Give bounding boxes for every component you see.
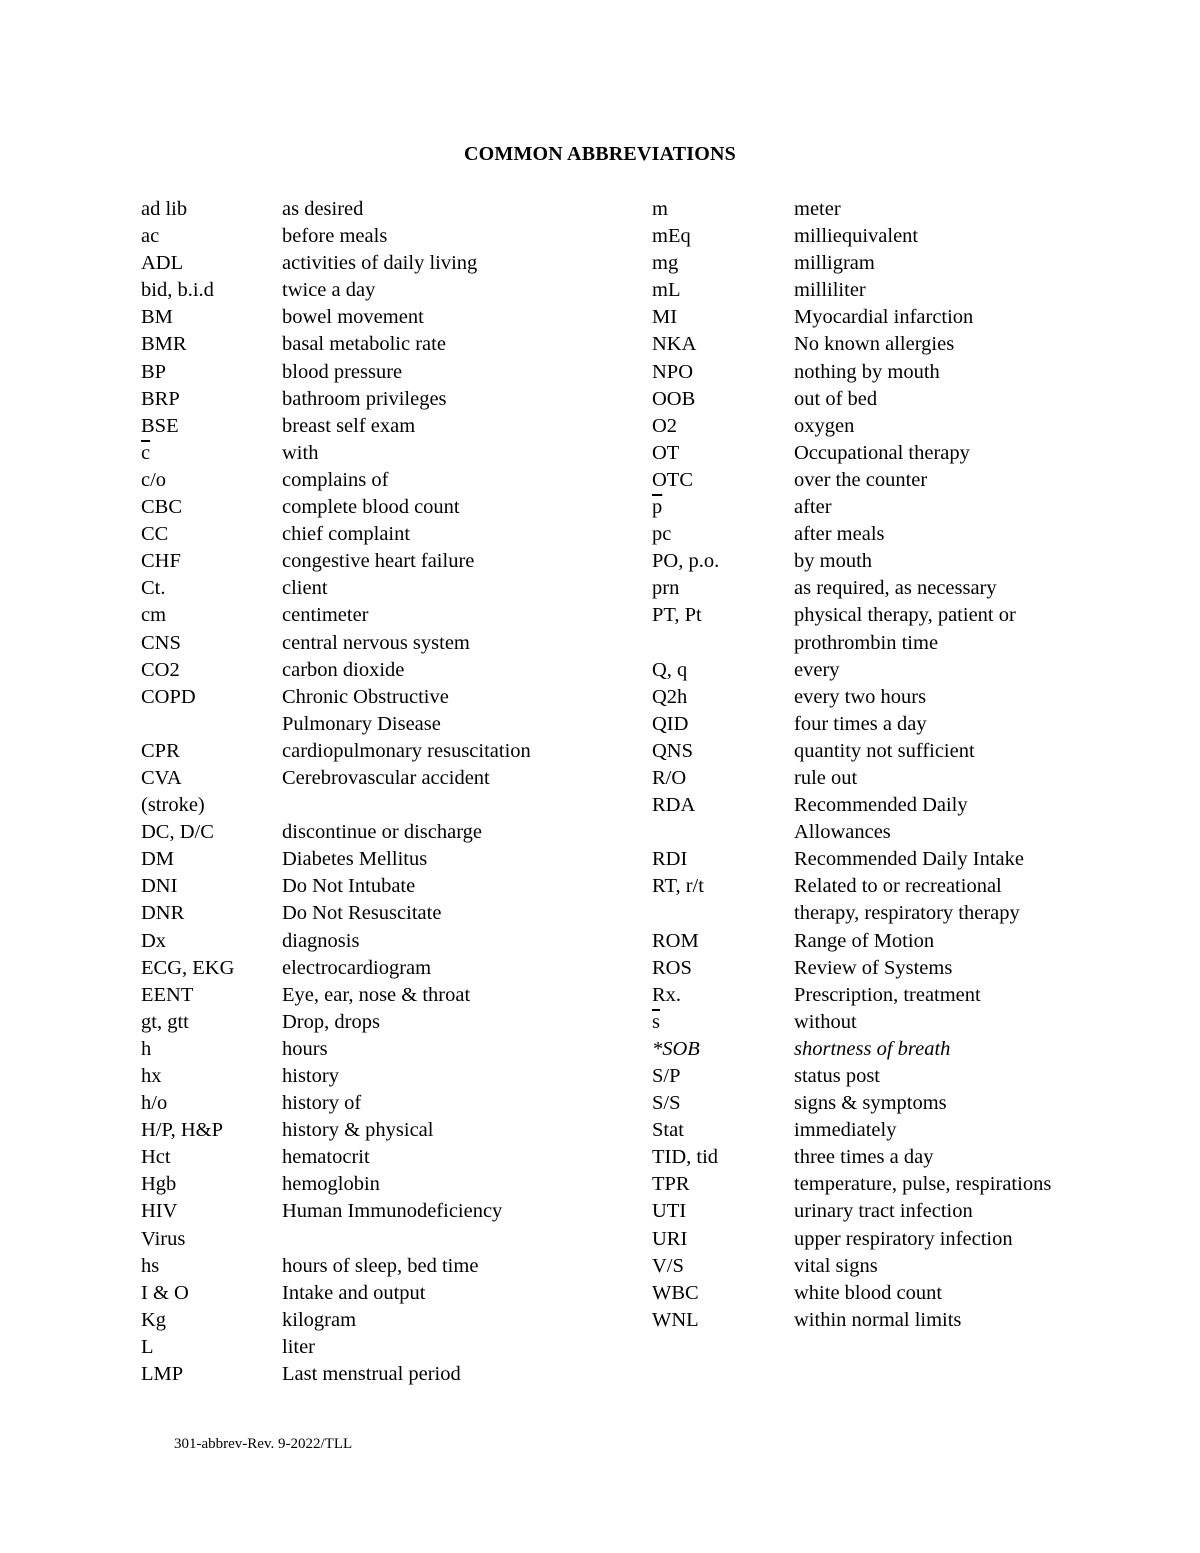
abbreviation-row (141, 1117, 611, 1144)
abbreviation-definition: white blood count (794, 1281, 943, 1304)
abbreviation-row (141, 494, 611, 521)
abbreviation-definition: No known allergies (794, 333, 955, 356)
abbreviation-definition: chief complaint (282, 523, 411, 546)
abbreviation-definition: Recommended Daily (794, 794, 968, 817)
abbreviation-row (652, 846, 1122, 873)
abbreviation-row (652, 1144, 1122, 1171)
abbreviation-definition: meter (794, 198, 841, 220)
abbreviation-definition: milligram (794, 252, 875, 275)
abbreviation-row (141, 630, 611, 657)
abbreviation-definition: physical therapy, patient or (794, 604, 1016, 627)
abbreviation-row (652, 1090, 1122, 1117)
abbreviation-row (141, 277, 611, 304)
abbreviation-row (652, 738, 1122, 765)
abbreviation-row (141, 1009, 611, 1036)
abbreviation-definition: client (282, 577, 328, 600)
abbreviation-definition: as desired (282, 198, 364, 220)
abbreviation-definition: bowel movement (282, 306, 424, 329)
abbreviation-row (652, 331, 1122, 358)
abbreviation-definition: milliliter (794, 279, 866, 302)
abbreviation-definition: liter (282, 1335, 316, 1358)
abbreviation-definition: hours (282, 1037, 328, 1060)
abbreviation-row (652, 873, 1122, 900)
abbreviation-definition: shortness of breath (794, 1037, 951, 1060)
abbreviation-row (141, 873, 611, 900)
abbreviation-term: TPR (652, 1173, 690, 1196)
abbreviation-definition: signs & symptoms (794, 1092, 947, 1115)
abbreviation-term: URI (652, 1227, 688, 1250)
abbreviation-definition: history & physical (282, 1119, 434, 1142)
abbreviation-definition: before meals (282, 225, 388, 248)
abbreviation-term: Q2h (652, 685, 688, 708)
abbreviation-row (141, 1280, 611, 1307)
abbreviation-term: RDI (652, 848, 688, 871)
abbreviation-definition: kilogram (282, 1308, 357, 1331)
abbreviation-row (652, 521, 1122, 548)
abbreviation-term: mEq (652, 225, 691, 248)
abbreviation-row (141, 684, 611, 711)
abbreviation-term: DC, D/C (141, 821, 214, 844)
abbreviation-term (652, 819, 794, 846)
abbreviation-row (652, 304, 1122, 331)
abbreviation-term: ad lib (141, 198, 188, 220)
abbreviation-term: CPR (141, 739, 180, 762)
abbreviation-row (141, 196, 611, 223)
abbreviation-row (652, 765, 1122, 792)
abbreviation-term: *SOB (652, 1037, 700, 1060)
abbreviation-term: BP (141, 360, 167, 383)
abbreviation-definition: Cerebrovascular accident (282, 766, 490, 789)
abbreviation-term: TID, tid (652, 1146, 719, 1169)
abbreviation-row (141, 386, 611, 413)
abbreviation-row (652, 1036, 1122, 1063)
abbreviation-row (141, 819, 611, 846)
abbreviation-definition: activities of daily living (282, 252, 478, 275)
abbreviation-term: h (141, 1037, 152, 1060)
abbreviation-definition: four times a day (794, 712, 927, 735)
abbreviation-row (652, 359, 1122, 386)
abbreviation-row (652, 1117, 1122, 1144)
abbreviation-term: RT, r/t (652, 875, 704, 898)
abbreviation-row (141, 792, 611, 819)
abbreviation-term: BMR (141, 333, 187, 356)
abbreviation-definition: Range of Motion (794, 929, 935, 952)
abbreviation-term: QNS (652, 739, 694, 762)
abbreviation-row (652, 982, 1122, 1009)
abbreviation-row (141, 1090, 611, 1117)
abbreviation-row (652, 1198, 1122, 1225)
abbreviation-term: ac (141, 225, 160, 248)
abbreviation-term: mL (652, 279, 681, 302)
abbreviation-term: NPO (652, 360, 694, 383)
abbreviation-term: Hct (141, 1146, 171, 1169)
abbreviation-definition: history (282, 1065, 339, 1087)
abbreviation-term: O2 (652, 414, 678, 437)
abbreviation-term: c/o (141, 468, 167, 491)
abbreviation-definition: Do Not Resuscitate (282, 902, 442, 925)
abbreviation-definition: centimeter (282, 604, 369, 627)
abbreviation-definition: Eye, ear, nose & throat (282, 983, 471, 1006)
abbreviation-row (141, 1171, 611, 1198)
abbreviation-term: Rx. (652, 983, 682, 1006)
abbreviation-term: gt, gtt (141, 1010, 189, 1033)
abbreviation-term: ROS (652, 956, 692, 979)
abbreviation-term: CHF (141, 550, 181, 573)
abbreviation-term: $\overline{p}$ (652, 496, 663, 519)
abbreviation-definition: Diabetes Mellitus (282, 848, 428, 871)
abbreviation-term: BM (141, 306, 173, 329)
abbreviation-definition: upper respiratory infection (794, 1227, 1013, 1250)
abbreviation-row (141, 359, 611, 386)
left-abbreviation-column (141, 196, 611, 1388)
abbreviation-term: NKA (652, 333, 697, 356)
abbreviation-term: DM (141, 848, 175, 871)
abbreviation-term: ECG, EKG (141, 956, 235, 979)
abbreviation-term: $\overline{s}$ (652, 1010, 660, 1033)
abbreviation-term: ADL (141, 252, 184, 275)
abbreviation-definition: Last menstrual period (282, 1363, 461, 1386)
abbreviation-term: Stat (652, 1119, 684, 1142)
abbreviation-definition: hours of sleep, bed time (282, 1254, 479, 1277)
abbreviation-definition: diagnosis (282, 929, 360, 952)
abbreviation-definition: discontinue or discharge (282, 821, 483, 844)
abbreviation-row (141, 955, 611, 982)
abbreviation-row (652, 386, 1122, 413)
abbreviation-row (652, 684, 1122, 711)
abbreviation-row (652, 792, 1122, 819)
abbreviation-row (141, 738, 611, 765)
abbreviation-row (652, 630, 1122, 657)
abbreviation-row (141, 846, 611, 873)
abbreviation-term (652, 630, 794, 657)
abbreviation-term: pc (652, 523, 672, 546)
abbreviation-term: h/o (141, 1092, 168, 1115)
abbreviation-term: WBC (652, 1281, 699, 1304)
abbreviation-definition: urinary tract infection (794, 1200, 973, 1223)
abbreviation-definition: out of bed (794, 387, 878, 410)
abbreviation-row (652, 196, 1122, 223)
abbreviation-term (141, 711, 282, 738)
abbreviation-row (652, 223, 1122, 250)
abbreviation-definition: hematocrit (282, 1146, 370, 1169)
abbreviation-row (141, 982, 611, 1009)
abbreviation-term: RDA (652, 794, 696, 817)
abbreviation-term: CNS (141, 631, 181, 654)
abbreviation-row (652, 711, 1122, 738)
abbreviation-row (141, 1307, 611, 1334)
abbreviation-definition: Recommended Daily Intake (794, 848, 1024, 871)
abbreviation-definition: hemoglobin (282, 1173, 380, 1196)
abbreviation-definition (282, 1226, 611, 1253)
abbreviation-row (652, 548, 1122, 575)
abbreviation-row (141, 331, 611, 358)
abbreviation-definition: Human Immunodeficiency (282, 1200, 503, 1223)
abbreviation-definition: Intake and output (282, 1281, 426, 1304)
abbreviation-term: BSE (141, 414, 179, 437)
abbreviation-definition: three times a day (794, 1146, 934, 1169)
abbreviation-term: Ct. (141, 577, 166, 600)
abbreviation-term: PT, Pt (652, 604, 702, 627)
abbreviation-row (141, 1334, 611, 1361)
abbreviation-row (652, 819, 1122, 846)
abbreviation-definition: Prescription, treatment (794, 983, 981, 1006)
abbreviation-definition: as required, as necessary (794, 577, 997, 600)
abbreviation-definition: blood pressure (282, 360, 403, 383)
abbreviation-definition: cardiopulmonary resuscitation (282, 739, 531, 762)
abbreviation-row (141, 928, 611, 955)
abbreviation-row (652, 277, 1122, 304)
abbreviation-definition: history of (282, 1092, 362, 1115)
abbreviation-row (141, 1063, 611, 1090)
abbreviation-row (141, 304, 611, 331)
abbreviation-row (141, 1198, 611, 1225)
abbreviation-row (652, 928, 1122, 955)
abbreviation-row (652, 1009, 1122, 1036)
abbreviation-row (141, 223, 611, 250)
abbreviation-row (652, 955, 1122, 982)
abbreviation-definition: basal metabolic rate (282, 333, 446, 356)
abbreviation-term: cm (141, 604, 167, 627)
abbreviation-term: L (141, 1335, 154, 1358)
abbreviation-definition: every (794, 658, 840, 681)
abbreviation-definition: Drop, drops (282, 1010, 380, 1033)
abbreviation-definition: without (794, 1010, 857, 1033)
abbreviation-term: CVA (141, 766, 182, 789)
abbreviation-term: hx (141, 1065, 162, 1087)
abbreviation-term: DNR (141, 902, 185, 925)
abbreviation-term: Dx (141, 929, 167, 952)
abbreviation-row (652, 1253, 1122, 1280)
abbreviation-row (652, 1063, 1122, 1090)
abbreviation-definition: over the counter (794, 468, 928, 491)
abbreviation-row (141, 1036, 611, 1063)
abbreviation-definition: after (794, 496, 832, 519)
abbreviation-term: Q, q (652, 658, 688, 681)
abbreviation-definition: vital signs (794, 1254, 878, 1277)
abbreviation-row (141, 548, 611, 575)
abbreviation-row (652, 1280, 1122, 1307)
abbreviation-term: R/O (652, 766, 687, 789)
abbreviation-definition: Review of Systems (794, 956, 953, 979)
abbreviation-term: EENT (141, 983, 194, 1006)
abbreviation-row (652, 440, 1122, 467)
abbreviation-term: Kg (141, 1308, 167, 1331)
abbreviation-term (652, 900, 794, 927)
abbreviation-row (141, 765, 611, 792)
abbreviation-row (141, 1361, 611, 1388)
abbreviation-definition: by mouth (794, 550, 873, 573)
abbreviation-row (652, 1226, 1122, 1253)
abbreviation-term: Virus (141, 1227, 186, 1250)
abbreviation-term: bid, b.i.d (141, 279, 214, 302)
abbreviation-term: MI (652, 306, 678, 329)
abbreviation-term: m (652, 198, 668, 220)
abbreviation-term: V/S (652, 1254, 684, 1277)
abbreviation-term: CC (141, 523, 169, 546)
abbreviation-term: QID (652, 712, 689, 735)
abbreviation-definition: milliequivalent (794, 225, 919, 248)
abbreviation-term: DNI (141, 875, 178, 898)
abbreviation-row (652, 467, 1122, 494)
abbreviation-row (652, 602, 1122, 629)
abbreviation-term: BRP (141, 387, 180, 410)
abbreviation-term: Hgb (141, 1173, 177, 1196)
abbreviation-definition: Occupational therapy (794, 441, 970, 464)
abbreviation-term: OT (652, 441, 680, 464)
abbreviation-term: S/P (652, 1065, 681, 1087)
abbreviation-term: I & O (141, 1281, 189, 1304)
abbreviation-definition: complains of (282, 468, 389, 491)
abbreviation-definition: rule out (794, 766, 858, 789)
abbreviation-row (652, 1171, 1122, 1198)
abbreviation-row (652, 250, 1122, 277)
abbreviation-definition: with (282, 441, 319, 464)
abbreviation-row (141, 900, 611, 927)
abbreviation-term: UTI (652, 1200, 687, 1223)
abbreviation-term: OTC (652, 468, 693, 491)
abbreviation-row (652, 1307, 1122, 1334)
abbreviation-definition: status post (794, 1065, 880, 1087)
abbreviation-row (652, 575, 1122, 602)
abbreviation-definition: Do Not Intubate (282, 875, 416, 898)
abbreviation-definition: oxygen (794, 414, 855, 437)
abbreviation-definition: quantity not sufficient (794, 739, 975, 762)
abbreviation-row (141, 521, 611, 548)
abbreviation-term: PO, p.o. (652, 550, 720, 573)
abbreviation-definition: immediately (794, 1119, 897, 1142)
abbreviation-term: $\overline{c}$ (141, 441, 151, 464)
abbreviation-definition: within normal limits (794, 1308, 962, 1331)
abbreviation-term: COPD (141, 685, 196, 708)
abbreviation-definition: temperature, pulse, respirations (794, 1173, 1052, 1196)
abbreviation-row (141, 1226, 611, 1253)
abbreviation-row (141, 413, 611, 440)
abbreviation-term: mg (652, 252, 679, 275)
abbreviation-term: CO2 (141, 658, 180, 681)
abbreviation-definition: Myocardial infarction (794, 306, 974, 329)
abbreviation-row (141, 440, 611, 467)
abbreviation-term: H/P, H&P (141, 1119, 224, 1142)
abbreviation-definition: breast self exam (282, 414, 416, 437)
abbreviation-definition: twice a day (282, 279, 376, 302)
abbreviation-row (141, 467, 611, 494)
abbreviation-row (141, 575, 611, 602)
abbreviation-term: ROM (652, 929, 699, 952)
abbreviation-term: prn (652, 577, 680, 600)
abbreviation-term: S/S (652, 1092, 681, 1115)
abbreviation-definition (282, 792, 611, 819)
abbreviation-definition: carbon dioxide (282, 658, 405, 681)
abbreviation-term: WNL (652, 1308, 699, 1331)
abbreviation-term: OOB (652, 387, 696, 410)
abbreviation-definition: congestive heart failure (282, 550, 475, 573)
abbreviation-definition: Pulmonary Disease (282, 712, 441, 735)
abbreviation-term: CBC (141, 496, 183, 519)
abbreviation-row (652, 413, 1122, 440)
abbreviation-definition: central nervous system (282, 631, 470, 654)
abbreviation-row (141, 711, 611, 738)
abbreviation-definition: after meals (794, 523, 885, 546)
abbreviation-row (652, 900, 1122, 927)
abbreviation-term: (stroke) (141, 794, 205, 817)
document-footer: 301-abbrev-Rev. 9-2022/TLL (174, 1436, 353, 1452)
abbreviation-row (141, 657, 611, 684)
abbreviation-definition: complete blood count (282, 496, 460, 519)
abbreviation-definition: electrocardiogram (282, 956, 432, 979)
abbreviation-row (141, 250, 611, 277)
abbreviation-definition: Allowances (794, 821, 891, 844)
abbreviation-definition: Related to or recreational (794, 875, 1002, 898)
page-title: COMMON ABBREVIATIONS (464, 143, 736, 165)
abbreviation-term: hs (141, 1254, 160, 1277)
abbreviation-row (141, 602, 611, 629)
abbreviation-definition: Chronic Obstructive (282, 685, 449, 708)
abbreviation-definition: prothrombin time (794, 631, 939, 654)
abbreviation-definition: every two hours (794, 685, 927, 708)
abbreviation-row (141, 1253, 611, 1280)
abbreviation-term: HIV (141, 1200, 178, 1223)
abbreviation-definition: therapy, respiratory therapy (794, 902, 1020, 925)
abbreviation-row (652, 657, 1122, 684)
abbreviation-row (141, 1144, 611, 1171)
abbreviation-term: LMP (141, 1363, 184, 1386)
abbreviation-row (652, 494, 1122, 521)
right-abbreviation-column (652, 196, 1122, 1334)
abbreviation-definition: bathroom privileges (282, 387, 447, 410)
abbreviation-definition: nothing by mouth (794, 360, 940, 383)
